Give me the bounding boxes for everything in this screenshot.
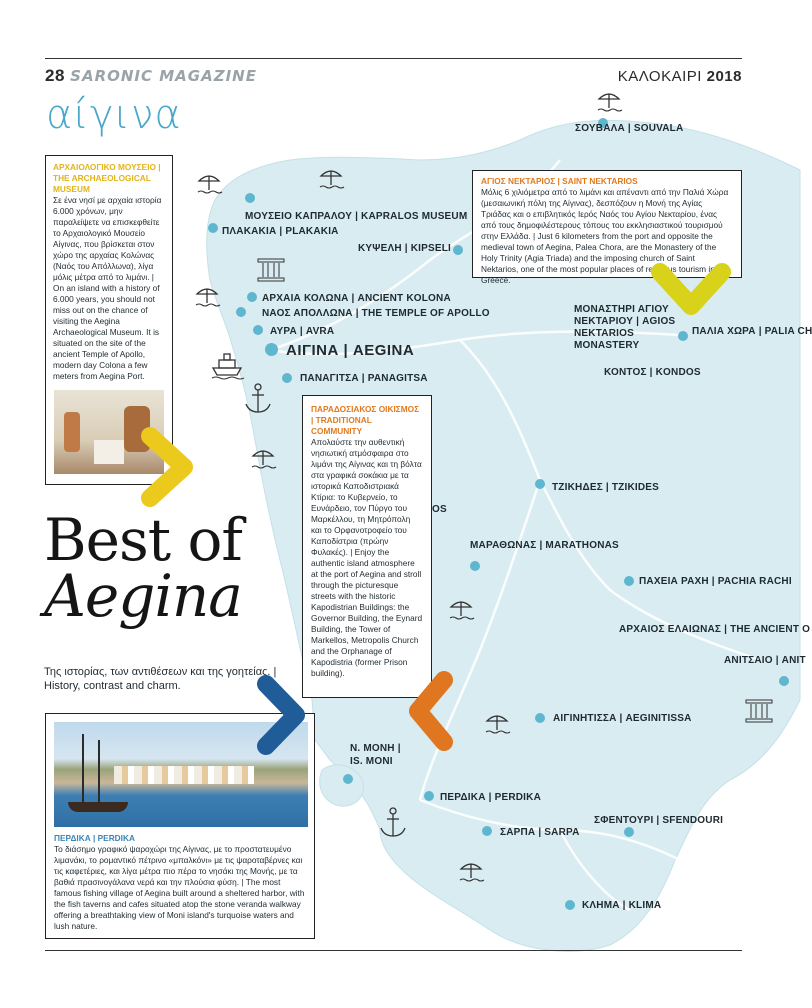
map-label-klima: ΚΛΗΜΑ | KLIMA bbox=[582, 900, 662, 911]
map-dot-kolona bbox=[247, 292, 257, 302]
yellow-chevron-arrow-icon bbox=[140, 428, 198, 506]
magazine-brand: SARONIC MAGAZINE bbox=[70, 67, 257, 85]
map-label-panagitsa: ΠΑΝΑΓΙΤΣΑ | PANAGITSA bbox=[300, 373, 428, 384]
ferry-ship-icon bbox=[210, 346, 244, 380]
museum-title: ΑΡΧΑΙΟΛΟΓΙΚΟ ΜΟΥΣΕΙΟ | THE ARCHAEOLOGICAL MUSEUM bbox=[53, 162, 161, 194]
hero-title-line1: Best of bbox=[44, 506, 242, 574]
perdika-photo-boat bbox=[68, 802, 128, 812]
map-label-pachiarachi: ΠΑΧΕΙΑ ΡΑΧΗ | PACHIA RACHI bbox=[639, 576, 792, 587]
map-label-kipseli: ΚΥΨΕΛΗ | KIPSELI bbox=[358, 243, 451, 254]
nektarios-body: Μόλις 6 χιλιόμετρα από το λιμάνι και απέναντι από την Παλιά Χώρα (μεσαιωνική πόλη της Αίγινας), δεσπόζουν η Μονή της Αγίας Τριάδας και ο επιβλητικός Ιερός Ναός του Αγίου Νεκταρίου, ένας από τους δημοφιλέστερους τόπους του εκκλησιαστικού τουρισμού στην Ελλάδα. | Just 6 kilometers from the port and opposite the medieval town of Aegina, Palea Chora, are the Monastery of the Holy Trinity (Agia Triada) and the imposing church of Saint Nektarios, one of the most popular places of religious tourism in Greece. bbox=[481, 187, 729, 285]
map-label-aegina: ΑΙΓΙΝΑ | AEGINA bbox=[286, 342, 415, 359]
map-label-perdika: ΠΕΡΔΙΚΑ | PERDIKA bbox=[440, 792, 541, 803]
hero-tagline: Της ιστορίας, των αντιθέσεων και της γοητείας. | History, contrast and charm. bbox=[44, 666, 277, 692]
ancient-temple-icon bbox=[256, 256, 286, 284]
map-dot-marathonas bbox=[470, 561, 480, 571]
nektarios-title: ΑΓΙΟΣ ΝΕΚΤΑΡΙΟΣ | SAINT NEKTARIOS bbox=[481, 176, 638, 186]
map-dot-avra bbox=[253, 325, 263, 335]
map-dot-perdika bbox=[424, 791, 434, 801]
beach-umbrella-icon bbox=[194, 283, 220, 309]
museum-photo-vase bbox=[64, 412, 80, 452]
map-label-nmoni: Ν. ΜΟΝΗ | IS. MONI bbox=[350, 743, 401, 767]
map-label-souvala: ΣΟΥΒΑΛΑ | SOUVALA bbox=[575, 123, 684, 134]
museum-body: Σε ένα νησί με αρχαία ιστορία 6.000 χρόνων, μην παραλείψετε να επισκεφθείτε το Αρχαιολογικό Μουσείο Αίγινας, που βρίσκεται στον χώρο της αρχαίας Κολώνας (Ναός του Απόλλωνα), λίγα μόλις μέτρα από το λιμάνι. | On an island with a history of 6.000 years, you should not miss out on the chance of visiting the Aegina Archaeological Museum. It is situated on the site of the ancient Temple of Apollo, modern day Colona a few meters from Aegina Port. bbox=[53, 195, 162, 381]
map-dot-apollo bbox=[236, 307, 246, 317]
map-dot-panagitsa bbox=[282, 373, 292, 383]
museum-photo-case bbox=[94, 440, 124, 464]
map-dot-aeginitissa bbox=[535, 713, 545, 723]
community-title: ΠΑΡΑΔΟΣΙΑΚΟΣ ΟΙΚΙΣΜΟΣ | TRADITIONAL COMMUNITY bbox=[311, 404, 420, 436]
map-label-os: OS bbox=[432, 504, 447, 515]
blue-chevron-arrow-icon bbox=[254, 676, 312, 754]
map-dot-kipseli bbox=[453, 245, 463, 255]
beach-umbrella-icon bbox=[596, 88, 622, 114]
map-dot-tzikides bbox=[535, 479, 545, 489]
perdika-title: ΠΕΡΔΙΚΑ | PERDIKA bbox=[54, 833, 135, 843]
map-dot-plakakia bbox=[208, 223, 218, 233]
map-dot-klima bbox=[565, 900, 575, 910]
bottom-rule bbox=[45, 950, 742, 951]
anchor-icon bbox=[243, 382, 273, 416]
ancient-temple-icon bbox=[744, 697, 774, 725]
hero-title bbox=[44, 506, 242, 630]
page-header bbox=[45, 66, 257, 86]
issue-season bbox=[618, 68, 742, 85]
top-rule bbox=[45, 58, 742, 59]
community-body: Απολαύστε την αυθεντική νησιωτική ατμόσφαιρα στο λιμάνι της Αίγινας και τη βόλτα στα γραφικά σοκάκια με τα ιστορικά Καποδιστριακά Κτίρια: το Κυβερνείο, το Ευνάρδειο, τον Πύργο του Μαρκέλλου, τη Μητρόπολη και το Ορφανοτροφείο του Καποδίστρια (πρώην Φυλακές). | Enjoy the authentic island atmosphere at the port of Aegina and stroll through the picturesque streets with the historic Kapodistrian Buildings: the Governor Building, the Eynard Building, the Tower of Markellos, Metropolis Church and the Orphanage of Kapodistria (former Prison building). bbox=[311, 437, 423, 678]
orange-chevron-arrow-icon bbox=[404, 672, 462, 750]
map-label-sfendouri: ΣΦΕΝΤΟΥΡΙ | SFENDOURI bbox=[594, 815, 724, 826]
map-label-aeginitissa: ΑΙΓΙΝΗΤΙΣΣΑ | AEGINITISSA bbox=[553, 713, 692, 724]
season-label: ΚΑΛΟΚΑΙΡΙ bbox=[617, 68, 702, 85]
map-label-kolona: ΑΡΧΑΙΑ ΚΟΛΩΝΑ | ANCIENT KOLONA bbox=[262, 293, 451, 304]
beach-umbrella-icon bbox=[484, 710, 510, 736]
beach-umbrella-icon bbox=[448, 596, 474, 622]
perdika-photo-mast bbox=[98, 740, 100, 804]
map-label-elaionas: ΑΡΧΑΙΟΣ ΕΛΑΙΩΝΑΣ | THE ANCIENT O bbox=[619, 624, 811, 635]
beach-umbrella-icon bbox=[318, 165, 344, 191]
island-title: αίγινα bbox=[46, 92, 182, 138]
map-dot-anitsaio bbox=[779, 676, 789, 686]
hero-title-line2: Aegina bbox=[44, 562, 242, 630]
beach-umbrella-icon bbox=[458, 858, 484, 884]
map-label-avra: ΑΥΡΑ | AVRA bbox=[270, 326, 335, 337]
perdika-photo-mast bbox=[82, 734, 84, 804]
yellow-chevron-arrow-icon bbox=[652, 262, 730, 320]
perdika-photo-houses bbox=[114, 766, 254, 784]
page-number: 28 bbox=[45, 66, 65, 85]
beach-umbrella-icon bbox=[196, 170, 222, 196]
issue-year: 2018 bbox=[706, 68, 742, 85]
map-label-anitsaio: ΑΝΙΤΣΑΙΟ | ANIT bbox=[724, 655, 806, 666]
map-dot-kapralos bbox=[245, 193, 255, 203]
map-dot-pachiarachi bbox=[624, 576, 634, 586]
map-label-kondos: ΚΟΝΤΟΣ | KONDOS bbox=[604, 367, 701, 378]
map-dot-sfendouri bbox=[624, 827, 634, 837]
beach-umbrella-icon bbox=[250, 445, 276, 471]
map-label-kapralos: ΜΟΥΣΕΙΟ ΚΑΠΡΑΛΟΥ | KAPRALOS MUSEUM bbox=[245, 211, 468, 222]
perdika-body: Το διάσημο γραφικό ψαροχώρι της Αίγινας, με το προστατευμένο λιμανάκι, το ρομαντικό πέτρινο «μπαλκόνι» με τις ψαροταβέρνες και τις καφετέριες, και λίγα μέτρα πιο πέρα το νησάκι της Μονής, με τα βαθιά πρασινογάλανα νερά και την πλούσια φύση. | The most famous fishing village of Aegina built around a sheltered harbor, with the fish taverns and cafes situated atop the stone veranda walkway offering a breathtaking view of Moni island's turquoise waters and lush nature. bbox=[54, 844, 305, 931]
map-dot-sarpa bbox=[482, 826, 492, 836]
map-label-apollo: ΝΑΟΣ ΑΠΟΛΛΩΝΑ | THE TEMPLE OF APOLLO bbox=[262, 308, 490, 319]
anchor-icon bbox=[378, 806, 408, 840]
map-label-paliachora: ΠΑΛΙΑ ΧΩΡΑ | PALIA CH bbox=[692, 326, 812, 337]
community-infobox bbox=[302, 395, 432, 698]
map-label-sarpa: ΣΑΡΠΑ | SARPA bbox=[500, 827, 580, 838]
map-label-marathonas: ΜΑΡΑΘΩΝΑΣ | MARATHONAS bbox=[470, 540, 619, 551]
map-label-tzikides: ΤΖΙΚΗΔΕΣ | TZIKIDES bbox=[552, 482, 660, 493]
map-dot-nmoni bbox=[343, 774, 353, 784]
map-dot-aegina bbox=[265, 343, 278, 356]
map-label-plakakia: ΠΛΑΚΑΚΙΑ | PLAKAKIA bbox=[222, 226, 339, 237]
map-label-monastery: ΜΟΝΑΣΤΗΡΙ ΑΓΙΟΥ ΝΕΚΤΑΡΙΟΥ | AGIOS NEKTARIOS MONASTERY bbox=[574, 304, 676, 351]
